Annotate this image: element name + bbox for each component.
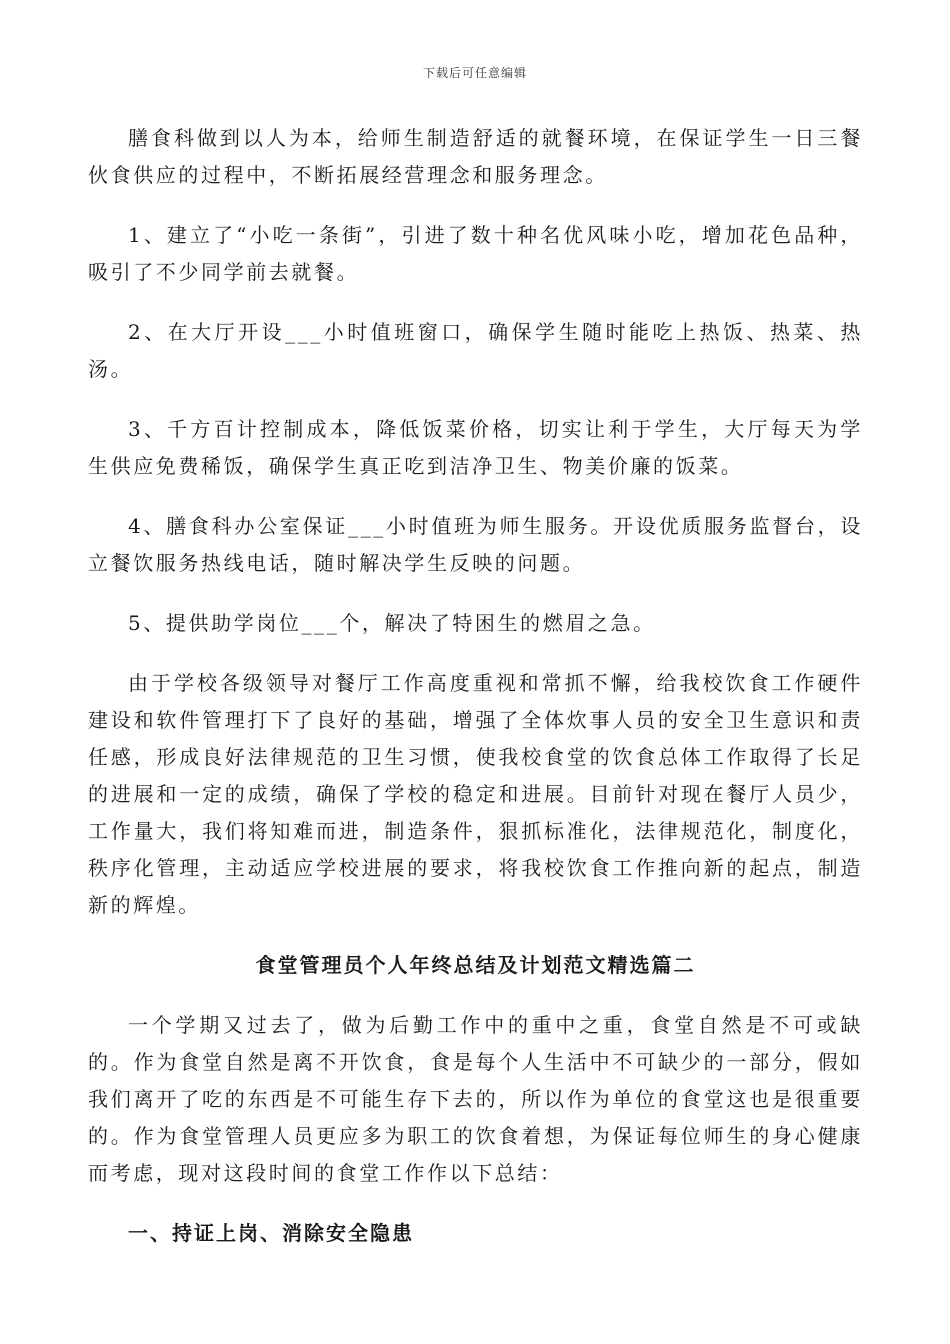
list-item: 1、建立了“小吃一条街”，引进了数十种名优风味小吃，增加花色品种，吸引了不少同学前去就餐。 — [88, 223, 863, 284]
paragraph: 一个学期又过去了，做为后勤工作中的重中之重，食堂自然是不可或缺的。作为食堂自然是离不开饮食，食是每个人生活中不可缺少的一部分，假如我们离开了吃的东西是不可能生存下去的，所以作为单位的食堂这也是很重要的。作为食堂管理人员更应多为职工的饮食着想，为保证每位师生的身心健康而考虑，现对这段时间的食堂工作作以下总结： — [88, 1013, 863, 1185]
document-body — [88, 120, 863, 1252]
list-item: 5、提供助学岗位___个，解决了特困生的燃眉之急。 — [128, 611, 656, 635]
list-item: 2、在大厅开设___小时值班窗口，确保学生随时能吃上热饭、热菜、热汤。 — [88, 320, 863, 381]
list-item: 4、膳食科办公室保证___小时值班为师生服务。开设优质服务监督台，设立餐饮服务热线电话，随时解决学生反映的问题。 — [88, 514, 863, 575]
list-item: 3、千方百计控制成本，降低饭菜价格，切实让利于学生，大厅每天为学生供应免费稀饭，确保学生真正吃到洁净卫生、物美价廉的饭菜。 — [88, 417, 863, 478]
paragraph: 膳食科做到以人为本，给师生制造舒适的就餐环境，在保证学生一日三餐伙食供应的过程中，不断拓展经营理念和服务理念。 — [88, 126, 863, 187]
page-header: 下载后可任意编辑 — [422, 66, 527, 80]
sub-heading: 一、持证上岗、消除安全隐患 — [128, 1221, 414, 1245]
section-title: 食堂管理员个人年终总结及计划范文精选篇二 — [255, 953, 696, 977]
paragraph: 由于学校各级领导对餐厅工作高度重视和常抓不懈，给我校饮食工作硬件建设和软件管理打下了良好的基础，增强了全体炊事人员的安全卫生意识和责任感，形成良好法律规范的卫生习惯，使我校食堂的饮食总体工作取得了长足的进展和一定的成绩，确保了学校的稳定和进展。目前针对现在餐厅人员少，工作量大，我们将知难而进，制造条件，狠抓标准化，法律规范化，制度化，秩序化管理，主动适应学校进展的要求，将我校饮食工作推向新的起点，制造新的辉煌。 — [88, 671, 863, 917]
